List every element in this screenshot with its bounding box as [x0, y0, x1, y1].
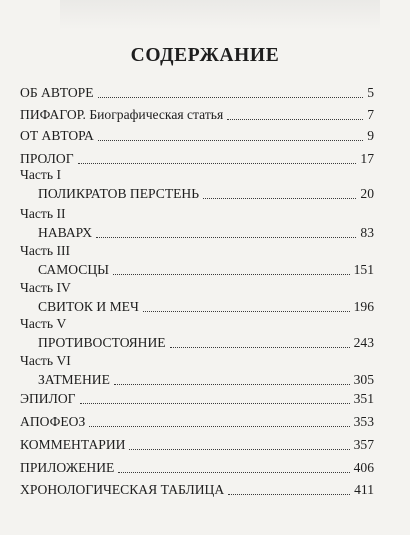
part-label: Часть V — [20, 316, 67, 331]
toc-entry-page: 151 — [353, 262, 374, 277]
toc-entry-part-6[interactable] — [38, 368, 374, 388]
toc-entry-page: 243 — [353, 335, 374, 350]
toc-entry-title: АПОФЕОЗ — [20, 414, 86, 429]
toc-entry-title: ПИФАГОР. Биографическая статья — [20, 107, 224, 122]
dot-leader — [170, 347, 350, 348]
dot-leader — [98, 140, 363, 141]
dot-leader — [203, 198, 356, 199]
part-label: Часть VI — [20, 353, 71, 368]
bleed-through-shadow — [60, 0, 380, 30]
toc-entry-title: СВИТОК И МЕЧ — [38, 299, 139, 314]
toc-entry-title: ОБ АВТОРЕ — [20, 85, 94, 100]
toc-entry-title: КОММЕНТАРИИ — [20, 437, 126, 452]
dot-leader — [96, 237, 356, 238]
toc-entry-page: 305 — [353, 372, 374, 387]
toc-entry-title: ОТ АВТОРА — [20, 128, 94, 143]
part-label: Часть I — [20, 167, 61, 182]
toc-entry-about-author[interactable] — [20, 81, 374, 101]
toc-entry-page: 196 — [353, 299, 374, 314]
toc-entry-apotheosis[interactable] — [20, 410, 374, 430]
toc-entry-page: 83 — [360, 225, 374, 240]
toc-entry-part-1[interactable] — [38, 182, 374, 202]
part-label: Часть IV — [20, 280, 71, 295]
toc-entry-appendix[interactable] — [20, 456, 374, 476]
toc-entry-page: 351 — [353, 391, 374, 406]
toc-entry-title: НАВАРХ — [38, 225, 93, 240]
dot-leader — [98, 97, 364, 98]
toc-entry-page: 357 — [353, 437, 374, 452]
toc-entry-page: 406 — [353, 460, 374, 475]
toc-entry-page: 9 — [367, 128, 374, 143]
toc-entry-part-5[interactable] — [38, 331, 374, 351]
page-title: СОДЕРЖАНИЕ — [130, 45, 280, 66]
toc-entry-from-author[interactable] — [20, 124, 374, 144]
dot-leader — [129, 449, 349, 450]
toc-entry-epilogue[interactable] — [20, 387, 374, 407]
part-label: Часть III — [20, 243, 71, 258]
dot-leader — [228, 494, 350, 495]
dot-leader — [78, 163, 357, 164]
dot-leader — [114, 384, 350, 385]
toc-entry-commentary[interactable] — [20, 433, 374, 453]
toc-entry-page: 5 — [367, 85, 374, 100]
dot-leader — [89, 426, 349, 427]
toc-entry-title: ПРОТИВОСТОЯНИЕ — [38, 335, 166, 350]
toc-entry-title: ПРОЛОГ — [20, 151, 74, 166]
toc-entry-title: ПОЛИКРАТОВ ПЕРСТЕНЬ — [38, 186, 200, 201]
dot-leader — [113, 274, 350, 275]
toc-entry-part-4[interactable] — [38, 295, 374, 315]
toc-entry-title: ЗАТМЕНИЕ — [38, 372, 110, 387]
part-label: Часть II — [20, 206, 66, 221]
toc-entry-title: САМОСЦЫ — [38, 262, 110, 277]
toc-entry-title: ХРОНОЛОГИЧЕСКАЯ ТАБЛИЦА — [20, 482, 225, 497]
dot-leader — [80, 403, 350, 404]
toc-entry-part-2[interactable] — [38, 221, 374, 241]
toc-entry-title: ЭПИЛОГ — [20, 391, 76, 406]
toc-entry-page: 20 — [360, 186, 374, 201]
toc-entry-page: 17 — [360, 151, 374, 166]
dot-leader — [118, 472, 349, 473]
toc-entry-prologue[interactable] — [20, 147, 374, 167]
dot-leader — [227, 119, 363, 120]
toc-entry-part-3[interactable] — [38, 258, 374, 278]
toc-entry-page: 411 — [354, 482, 374, 497]
dot-leader — [143, 311, 350, 312]
toc-entry-chronology[interactable] — [20, 478, 374, 498]
toc-entry-page: 7 — [367, 107, 374, 122]
toc-entry-title: ПРИЛОЖЕНИЕ — [20, 460, 115, 475]
toc-entry-page: 353 — [353, 414, 374, 429]
toc-entry-pythagoras-article[interactable] — [20, 103, 374, 123]
